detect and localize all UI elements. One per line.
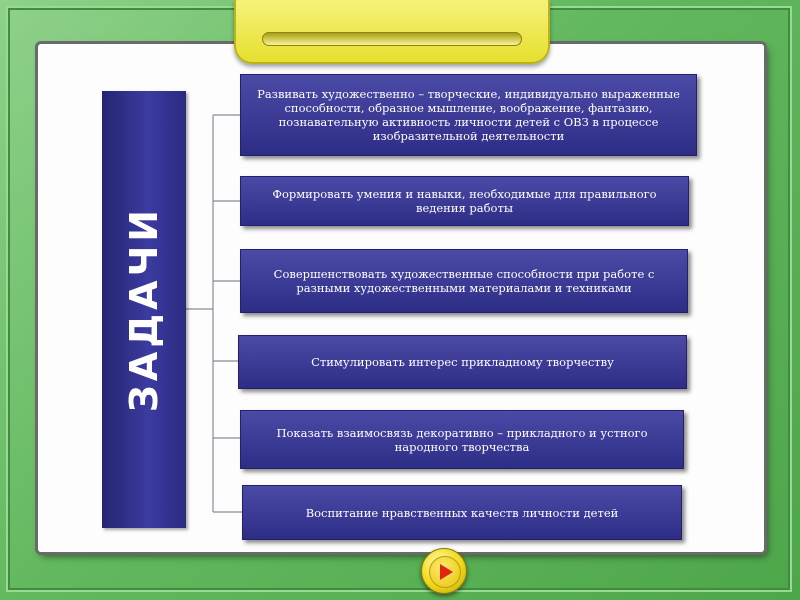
task-box-1: Развивать художественно – творческие, индивидуально выраженные способности, образное мышление, воображение, фантазию, познавательную активность личности детей с ОВЗ в процессе изобразительной деятельности	[240, 74, 697, 156]
tasks-label: ЗАДАЧИ	[122, 205, 166, 413]
next-slide-button[interactable]	[421, 548, 467, 594]
task-box-6: Воспитание нравственных качеств личности детей	[242, 485, 682, 540]
task-box-2: Формировать умения и навыки, необходимые для правильного ведения работы	[240, 176, 689, 226]
task-box-4: Стимулировать интерес прикладному творчеству	[238, 335, 687, 389]
task-box-3: Совершенствовать художественные способности при работе с разными художественными материалами и техниками	[240, 249, 688, 313]
play-arrow-icon	[440, 564, 453, 580]
tasks-label-bar	[102, 91, 186, 528]
task-box-5: Показать взаимосвязь декоративно – прикладного и устного народного творчества	[240, 410, 684, 469]
next-button-face	[429, 556, 461, 588]
